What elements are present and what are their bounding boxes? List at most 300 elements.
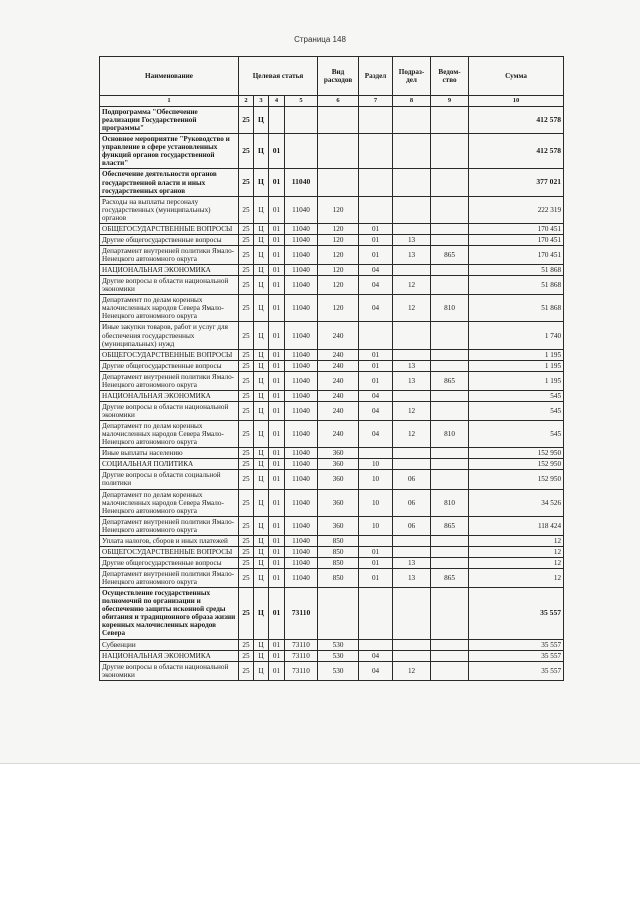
subsection-code: 13	[393, 371, 431, 390]
code-event: 01	[269, 569, 285, 588]
code-subprogram: Ц	[254, 245, 269, 264]
section-code	[359, 448, 393, 459]
department-code	[431, 196, 469, 223]
department-code	[431, 448, 469, 459]
row-name: Департамент по делам коренных малочисленных народов Севера Ямало-Ненецкого автономного округа	[100, 421, 239, 448]
department-code	[431, 322, 469, 349]
expense-type-code: 850	[318, 569, 359, 588]
code-event: 01	[269, 223, 285, 234]
code-direction: 11040	[285, 265, 318, 276]
row-name: Расходы на выплаты персоналу государственных (муниципальных) органов	[100, 196, 239, 223]
row-name: Другие вопросы в области социальной политики	[100, 470, 239, 489]
row-sum: 170 451	[469, 223, 564, 234]
section-code: 10	[359, 459, 393, 470]
row-name: Другие вопросы в области национальной экономики	[100, 276, 239, 295]
section-code	[359, 588, 393, 639]
section-code	[359, 134, 393, 169]
table-row	[100, 245, 564, 264]
code-direction	[285, 107, 318, 134]
column-number-row	[100, 96, 564, 107]
code-subprogram: Ц	[254, 349, 269, 360]
row-name: Департамент внутренней политики Ямало-Ненецкого автономного округа	[100, 516, 239, 535]
code-subprogram: Ц	[254, 535, 269, 546]
subsection-code	[393, 134, 431, 169]
code-program: 25	[239, 265, 254, 276]
subsection-code	[393, 650, 431, 661]
code-program: 25	[239, 169, 254, 196]
expense-type-code: 240	[318, 421, 359, 448]
row-sum: 35 557	[469, 661, 564, 680]
header-target-article: Целевая статья	[239, 57, 318, 96]
code-direction: 11040	[285, 234, 318, 245]
subsection-code	[393, 459, 431, 470]
expense-type-code: 360	[318, 516, 359, 535]
column-number: 7	[359, 96, 393, 107]
section-code	[359, 322, 393, 349]
code-subprogram: Ц	[254, 196, 269, 223]
subsection-code	[393, 322, 431, 349]
table-row	[100, 349, 564, 360]
code-direction: 11040	[285, 223, 318, 234]
code-program: 25	[239, 546, 254, 557]
row-name: Уплата налогов, сборов и иных платежей	[100, 535, 239, 546]
row-sum: 12	[469, 546, 564, 557]
row-name: Департамент по делам коренных малочисленных народов Севера Ямало-Ненецкого автономного округа	[100, 295, 239, 322]
expense-type-code: 240	[318, 349, 359, 360]
table-row	[100, 322, 564, 349]
code-program: 25	[239, 650, 254, 661]
code-direction	[285, 134, 318, 169]
department-code: 865	[431, 371, 469, 390]
expense-type-code: 240	[318, 390, 359, 401]
row-name: Основное мероприятие "Руководство и управление в сфере установленных функций органов государственной власти"	[100, 134, 239, 169]
department-code	[431, 470, 469, 489]
column-number: 1	[100, 96, 239, 107]
subsection-code	[393, 546, 431, 557]
code-event: 01	[269, 448, 285, 459]
section-code: 01	[359, 557, 393, 568]
expense-type-code: 240	[318, 322, 359, 349]
table-row	[100, 459, 564, 470]
code-direction: 11040	[285, 390, 318, 401]
code-direction: 11040	[285, 360, 318, 371]
code-event: 01	[269, 546, 285, 557]
table-row	[100, 196, 564, 223]
code-subprogram: Ц	[254, 470, 269, 489]
code-event: 01	[269, 516, 285, 535]
section-code: 04	[359, 421, 393, 448]
code-direction: 11040	[285, 421, 318, 448]
row-sum: 12	[469, 557, 564, 568]
row-name: СОЦИАЛЬНАЯ ПОЛИТИКА	[100, 459, 239, 470]
section-code: 04	[359, 401, 393, 420]
column-number: 8	[393, 96, 431, 107]
expense-type-code	[318, 107, 359, 134]
subsection-code: 06	[393, 470, 431, 489]
section-code: 01	[359, 223, 393, 234]
code-event: 01	[269, 322, 285, 349]
code-program: 25	[239, 245, 254, 264]
subsection-code	[393, 107, 431, 134]
expense-type-code: 850	[318, 546, 359, 557]
subsection-code	[393, 349, 431, 360]
code-event: 01	[269, 390, 285, 401]
column-number: 10	[469, 96, 564, 107]
row-sum: 412 578	[469, 134, 564, 169]
code-direction: 73110	[285, 661, 318, 680]
code-program: 25	[239, 535, 254, 546]
code-subprogram: Ц	[254, 639, 269, 650]
subsection-code: 13	[393, 234, 431, 245]
expense-type-code: 240	[318, 401, 359, 420]
expense-type-code: 120	[318, 265, 359, 276]
code-event: 01	[269, 360, 285, 371]
subsection-code: 13	[393, 557, 431, 568]
code-event: 01	[269, 295, 285, 322]
code-direction: 11040	[285, 295, 318, 322]
section-code: 04	[359, 276, 393, 295]
table-row	[100, 390, 564, 401]
section-code	[359, 107, 393, 134]
section-code: 01	[359, 569, 393, 588]
subsection-code: 13	[393, 360, 431, 371]
expense-type-code: 360	[318, 459, 359, 470]
expense-type-code: 850	[318, 557, 359, 568]
code-subprogram: Ц	[254, 360, 269, 371]
code-event: 01	[269, 459, 285, 470]
code-event: 01	[269, 470, 285, 489]
code-event: 01	[269, 588, 285, 639]
code-direction: 11040	[285, 349, 318, 360]
row-sum: 545	[469, 421, 564, 448]
code-program: 25	[239, 448, 254, 459]
department-code	[431, 265, 469, 276]
department-code: 865	[431, 245, 469, 264]
row-sum: 51 868	[469, 276, 564, 295]
department-code	[431, 588, 469, 639]
row-name: Осуществление государственных полномочий по организации и обеспечению защиты исконной среды обитания и традиционного образа жизни коренных малочисленных народов Севера	[100, 588, 239, 639]
header-section: Раздел	[359, 57, 393, 96]
subsection-code	[393, 169, 431, 196]
section-code: 10	[359, 470, 393, 489]
row-name: Подпрограмма "Обеспечение реализации Государственной программы"	[100, 107, 239, 134]
section-code	[359, 169, 393, 196]
row-sum: 222 319	[469, 196, 564, 223]
code-subprogram: Ц	[254, 371, 269, 390]
subsection-code	[393, 639, 431, 650]
table-row	[100, 588, 564, 639]
code-event: 01	[269, 535, 285, 546]
code-direction: 11040	[285, 322, 318, 349]
code-event: 01	[269, 349, 285, 360]
row-sum: 34 526	[469, 489, 564, 516]
code-event: 01	[269, 234, 285, 245]
code-subprogram: Ц	[254, 295, 269, 322]
expense-type-code: 120	[318, 234, 359, 245]
row-name: ОБЩЕГОСУДАРСТВЕННЫЕ ВОПРОСЫ	[100, 349, 239, 360]
expense-type-code: 120	[318, 245, 359, 264]
expense-type-code: 240	[318, 360, 359, 371]
code-program: 25	[239, 371, 254, 390]
header-department: Ведом-ство	[431, 57, 469, 96]
table-row	[100, 234, 564, 245]
table-row	[100, 661, 564, 680]
code-direction: 73110	[285, 639, 318, 650]
row-sum: 1 740	[469, 322, 564, 349]
section-code: 10	[359, 489, 393, 516]
section-code: 01	[359, 371, 393, 390]
expense-type-code: 120	[318, 223, 359, 234]
subsection-code: 12	[393, 401, 431, 420]
code-program: 25	[239, 569, 254, 588]
code-direction: 11040	[285, 535, 318, 546]
section-code: 01	[359, 360, 393, 371]
code-event	[269, 107, 285, 134]
expense-type-code: 530	[318, 639, 359, 650]
row-name: НАЦИОНАЛЬНАЯ ЭКОНОМИКА	[100, 265, 239, 276]
code-subprogram: Ц	[254, 448, 269, 459]
code-event: 01	[269, 489, 285, 516]
section-code: 04	[359, 295, 393, 322]
row-name: ОБЩЕГОСУДАРСТВЕННЫЕ ВОПРОСЫ	[100, 223, 239, 234]
code-program: 25	[239, 322, 254, 349]
section-code: 10	[359, 516, 393, 535]
code-subprogram: Ц	[254, 134, 269, 169]
subsection-code: 12	[393, 421, 431, 448]
department-code	[431, 401, 469, 420]
code-direction: 11040	[285, 459, 318, 470]
code-direction: 11040	[285, 276, 318, 295]
row-name: Иные закупки товаров, работ и услуг для обеспечения государственных (муниципальных) нужд	[100, 322, 239, 349]
column-number: 9	[431, 96, 469, 107]
code-program: 25	[239, 459, 254, 470]
row-sum: 51 868	[469, 265, 564, 276]
row-sum: 118 424	[469, 516, 564, 535]
code-direction: 11040	[285, 516, 318, 535]
row-sum: 1 195	[469, 371, 564, 390]
expense-type-code: 530	[318, 661, 359, 680]
code-event: 01	[269, 134, 285, 169]
department-code	[431, 360, 469, 371]
section-code	[359, 196, 393, 223]
code-direction: 11040	[285, 245, 318, 264]
code-direction: 11040	[285, 196, 318, 223]
section-code: 01	[359, 234, 393, 245]
code-direction: 11040	[285, 371, 318, 390]
department-code	[431, 639, 469, 650]
code-program: 25	[239, 516, 254, 535]
department-code	[431, 169, 469, 196]
section-code: 01	[359, 546, 393, 557]
row-name: Другие вопросы в области национальной экономики	[100, 661, 239, 680]
code-subprogram: Ц	[254, 265, 269, 276]
header-sum: Сумма	[469, 57, 564, 96]
table-row	[100, 169, 564, 196]
code-direction: 11040	[285, 546, 318, 557]
department-code	[431, 107, 469, 134]
code-program: 25	[239, 557, 254, 568]
table-row	[100, 470, 564, 489]
column-number: 6	[318, 96, 359, 107]
code-event: 01	[269, 371, 285, 390]
column-number: 2	[239, 96, 254, 107]
row-sum: 12	[469, 569, 564, 588]
code-event: 01	[269, 196, 285, 223]
code-program: 25	[239, 421, 254, 448]
table-row	[100, 557, 564, 568]
department-code	[431, 276, 469, 295]
expense-type-code: 240	[318, 371, 359, 390]
row-name: Другие вопросы в области национальной экономики	[100, 401, 239, 420]
code-subprogram: Ц	[254, 569, 269, 588]
column-number: 5	[285, 96, 318, 107]
code-subprogram: Ц	[254, 650, 269, 661]
code-subprogram: Ц	[254, 661, 269, 680]
subsection-code	[393, 223, 431, 234]
department-code	[431, 546, 469, 557]
table-row	[100, 265, 564, 276]
code-subprogram: Ц	[254, 223, 269, 234]
row-sum: 152 950	[469, 459, 564, 470]
code-program: 25	[239, 639, 254, 650]
department-code	[431, 390, 469, 401]
code-program: 25	[239, 470, 254, 489]
section-code: 04	[359, 661, 393, 680]
table-row	[100, 516, 564, 535]
row-name: ОБЩЕГОСУДАРСТВЕННЫЕ ВОПРОСЫ	[100, 546, 239, 557]
code-subprogram: Ц	[254, 459, 269, 470]
table-body	[100, 107, 564, 681]
code-subprogram: Ц	[254, 546, 269, 557]
department-code	[431, 459, 469, 470]
row-sum: 152 950	[469, 470, 564, 489]
code-program: 25	[239, 588, 254, 639]
code-subprogram: Ц	[254, 169, 269, 196]
expense-type-code: 360	[318, 489, 359, 516]
department-code	[431, 223, 469, 234]
expense-type-code	[318, 588, 359, 639]
department-code	[431, 134, 469, 169]
subsection-code	[393, 448, 431, 459]
code-event: 01	[269, 661, 285, 680]
header-subsection: Подраз-дел	[393, 57, 431, 96]
expense-type-code: 120	[318, 276, 359, 295]
subsection-code	[393, 390, 431, 401]
code-subprogram: Ц	[254, 557, 269, 568]
expense-type-code: 360	[318, 470, 359, 489]
row-name: Иные выплаты населению	[100, 448, 239, 459]
code-direction: 11040	[285, 569, 318, 588]
code-program: 25	[239, 390, 254, 401]
department-code: 810	[431, 489, 469, 516]
code-direction: 73110	[285, 650, 318, 661]
code-program: 25	[239, 223, 254, 234]
code-subprogram: Ц	[254, 401, 269, 420]
row-sum: 545	[469, 390, 564, 401]
table-row	[100, 569, 564, 588]
code-event: 01	[269, 265, 285, 276]
code-program: 25	[239, 107, 254, 134]
code-subprogram: Ц	[254, 322, 269, 349]
table-row	[100, 223, 564, 234]
row-sum: 1 195	[469, 360, 564, 371]
subsection-code	[393, 588, 431, 639]
table-row	[100, 276, 564, 295]
code-event: 01	[269, 401, 285, 420]
expense-type-code: 120	[318, 295, 359, 322]
row-sum: 170 451	[469, 245, 564, 264]
code-subprogram: Ц	[254, 234, 269, 245]
expense-type-code: 530	[318, 650, 359, 661]
department-code: 810	[431, 421, 469, 448]
row-name: Другие общегосударственные вопросы	[100, 234, 239, 245]
code-direction: 11040	[285, 169, 318, 196]
code-event: 01	[269, 650, 285, 661]
code-direction: 11040	[285, 448, 318, 459]
row-name: Департамент по делам коренных малочисленных народов Севера Ямало-Ненецкого автономного округа	[100, 489, 239, 516]
section-code	[359, 639, 393, 650]
row-sum: 51 868	[469, 295, 564, 322]
row-name: Другие общегосударственные вопросы	[100, 360, 239, 371]
subsection-code: 06	[393, 516, 431, 535]
page-bottom-edge	[0, 763, 640, 764]
header-expense-type: Вид расходов	[318, 57, 359, 96]
column-number: 4	[269, 96, 285, 107]
table-row	[100, 134, 564, 169]
row-sum: 170 451	[469, 234, 564, 245]
table-row	[100, 421, 564, 448]
table-row	[100, 639, 564, 650]
row-name: Другие общегосударственные вопросы	[100, 557, 239, 568]
row-sum: 412 578	[469, 107, 564, 134]
subsection-code: 12	[393, 295, 431, 322]
section-code: 04	[359, 390, 393, 401]
subsection-code: 13	[393, 569, 431, 588]
department-code	[431, 349, 469, 360]
code-event: 01	[269, 245, 285, 264]
row-name: Субвенции	[100, 639, 239, 650]
code-direction: 11040	[285, 401, 318, 420]
expense-type-code	[318, 134, 359, 169]
table-header-row	[100, 57, 564, 96]
expense-type-code	[318, 169, 359, 196]
code-subprogram: Ц	[254, 588, 269, 639]
table-row	[100, 546, 564, 557]
row-sum: 1 195	[469, 349, 564, 360]
row-name: Департамент внутренней политики Ямало-Ненецкого автономного округа	[100, 245, 239, 264]
subsection-code: 12	[393, 276, 431, 295]
subsection-code: 06	[393, 489, 431, 516]
code-event: 01	[269, 557, 285, 568]
row-name: Департамент внутренней политики Ямало-Ненецкого автономного округа	[100, 569, 239, 588]
expense-type-code: 120	[318, 196, 359, 223]
page-number: Страница 148	[294, 35, 346, 44]
table-row	[100, 448, 564, 459]
table-row	[100, 401, 564, 420]
department-code	[431, 234, 469, 245]
code-direction: 11040	[285, 489, 318, 516]
subsection-code	[393, 535, 431, 546]
row-sum: 152 950	[469, 448, 564, 459]
section-code: 04	[359, 650, 393, 661]
budget-table	[99, 56, 564, 681]
subsection-code: 12	[393, 661, 431, 680]
row-name: НАЦИОНАЛЬНАЯ ЭКОНОМИКА	[100, 650, 239, 661]
table-row	[100, 489, 564, 516]
row-sum: 35 557	[469, 588, 564, 639]
table-row	[100, 360, 564, 371]
department-code	[431, 557, 469, 568]
